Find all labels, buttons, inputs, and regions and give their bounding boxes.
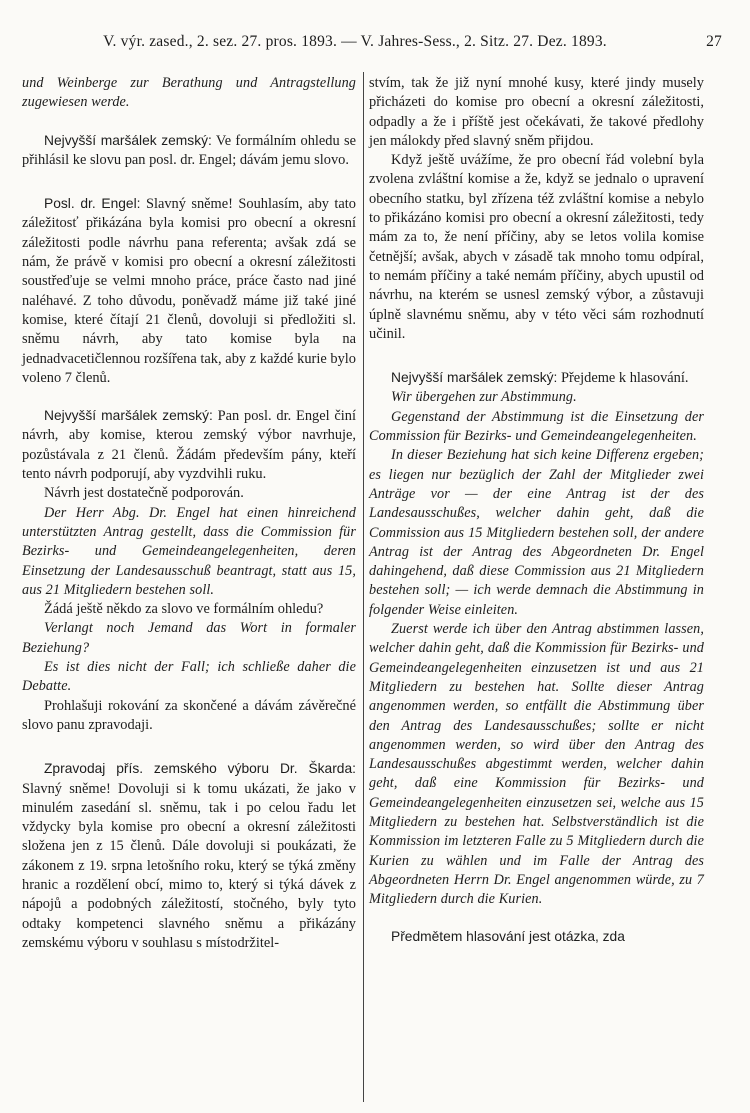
running-header	[28, 33, 722, 55]
paragraph: Žádá ještě někdo za slovo ve formálním ohledu?	[44, 601, 324, 618]
speech-text: Přejdeme k hlasování.	[560, 370, 689, 387]
speech-paragraph	[22, 759, 356, 953]
column-divider	[363, 72, 364, 1102]
speaker-name: Zpravodaj přís. zemského výboru Dr. Škarda:	[44, 761, 356, 777]
paragraph: Předmětem hlasování jest otázka, zda	[391, 929, 625, 945]
right-column	[369, 74, 704, 947]
paragraph: In dieser Beziehung hat sich keine Differenz ergeben; es liegen nur bezüglich der Zahl der Mitglieder zwei Anträge vor — der eine Antrag ist der des Landesausschußes, welcher dahin geht, daß die Commission aus 15 Mitgliedern bestehen soll, der andere Antrag ist der Antrag des Abgeordneten Dr. Engel dahingehend, daß diese Commission aus 21 Mitgliedern bestehen soll; — ich werde demnach die Abstimmung in folgender Weise einleiten.	[369, 447, 704, 618]
speech-text: Slavný sněme! Dovoluji si k tomu ukázati, že jako v minulém zasedání sl. sněmu, tak i po celou řadu let vždycky byla komise pro obecní a okresní záležitosti složena jen z 15 členů. Dále dovoluji si poukázati, že zákonem z 19. srpna letošního roku, který se týká změny hranic a rozdělení obcí, mimo to, který si týká dávek z nápojů a podobných záležitostí, stočného, byly tyto odtaky kompetenci slavného sněmu a přikázány zemskému výboru v souhlasu s místodržitel-	[22, 780, 356, 951]
speaker-name: Posl. dr. Engel:	[44, 196, 141, 212]
speaker-name: Nejvyšší maršálek zemský:	[391, 370, 558, 386]
paragraph: Es ist dies nicht der Fall; ich schließe daher die Debatte.	[22, 659, 356, 695]
speaker-name: Nejvyšší maršálek zemský:	[44, 132, 212, 148]
paragraph: Když ještě uvážíme, že pro obecní řád volební byla zvolena zvláštní komise a že, když se jednalo o upravení obecního statku, byl zřízena též zvláštní komise a nebylo to přikázáno komisi pro obecní a okresní záležitosti, tedy mám za to, že není příčiny, aby se letos volila komise četnější; avšak, abych v zásadě tak mnoho tomu odpíral, to nemám příčiny a také nemám příčiny, abych upustil od návrhu, na kterém se usnesl zemský výbor, a zůstavuji úplně slavnému sněmu, aby v této věci sám rozhodnutí učinil.	[369, 152, 704, 342]
speech-paragraph	[22, 131, 356, 171]
paragraph: Der Herr Abg. Dr. Engel hat einen hinreichend unterstützten Antrag gestellt, dass die Commission für Bezirks- und Gemeindeangelegenheiten, deren Einsetzung der Landesausschuß beantragt, statt aus 15, aus 21 Mitgliedern bestehen soll.	[22, 504, 356, 598]
paragraph: Verlangt noch Jemand das Wort in formaler Beziehung?	[22, 620, 356, 656]
paragraph: Prohlašuji rokování za skončené a dávám závěrečné slovo panu zpravodaji.	[22, 697, 356, 733]
speech-text: Ve formálním ohledu se přihlásil ke slovu pan posl. dr. Engel; dávám jemu slovo.	[22, 132, 356, 168]
speech-text: Pan posl. dr. Engel činí návrh, aby komise, kterou zemský výbor navrhuje, pozůstávala z 21 členů. Žádám především pány, kteří tento návrh podporují, aby vyzdvihli ruku.	[22, 408, 356, 483]
page-number: 27	[706, 33, 722, 50]
running-title: V. výr. zased., 2. sez. 27. pros. 1893. — V. Jahres-Sess., 2. Sitz. 27. Dez. 1893.	[103, 33, 607, 50]
speech-paragraph	[369, 368, 704, 388]
paragraph: und Weinberge zur Berathung und Antragstellung zugewiesen werde.	[22, 75, 356, 111]
paragraph: Gegenstand der Abstimmung ist die Einsetzung der Commission für Bezirks- und Gemeindeangelegenheiten.	[369, 408, 704, 445]
left-column	[22, 74, 356, 953]
speech-text: Slavný sněme! Souhlasím, aby tato záležitosť přikázána byla komisi pro obecní a okresní záležitosti podle návrhu pana referenta; avšak zdá se nám, že právě v komisi pro obecní a okresní záležitosti soustřeďuje se velmi mnoho práce, práce často nad jiné naléhavé. Z toho důvodu, poněvadž máme již také jiné komise, které čítají 21 členů, dovoluji si předložiti sl. sněmu návrh, aby tato komise byla na jednadvacetičlennou rozšířena tak, aby z každé kurie bylo voleno 7 členů.	[22, 196, 356, 386]
speech-paragraph	[22, 406, 356, 484]
paragraph: Wir übergehen zur Abstimmung.	[391, 389, 577, 406]
speaker-name: Nejvyšší maršálek zemský:	[44, 408, 213, 424]
paragraph: Návrh jest dostatečně podporován.	[44, 485, 244, 502]
paragraph: stvím, tak že již nyní mnohé kusy, které jindy musely přicházeti do komise pro obecní a okresní záležitosti, odpadly a že i příště jest očekávati, že takové předlohy jen málokdy před slavný sněm přijdou.	[369, 75, 704, 149]
speech-paragraph	[22, 194, 356, 388]
paragraph: Zuerst werde ich über den Antrag abstimmen lassen, welcher dahin geht, daß die Kommission für Bezirks- und Gemeindeangelegenheiten einzusetzen ist und aus 21 Mitgliedern zu bestehen hat. Sollte dieser Antrag angenommen werden, so entfällt die Abstimmung über den Antrag des Landesausschußes; sollte er nicht angenommen werden, so wird über den Antrag des Landesausschußes abgestimmt werden, welcher dahin geht, daß eine Kommission für Bezirks- und Gemeindeangelegenheiten einzusetzen sei, welche aus 15 Mitgliedern zu bestehen hat. Selbstverständlich ist die Kommission im letzteren Falle zu 5 Mitgliedern durch die Kurien zu wählen und im Falle der Antrag des Abgeordneten Herrn Dr. Engel angenommen würde, zu 7 Mitgliedern durch die Kurien.	[369, 621, 704, 908]
